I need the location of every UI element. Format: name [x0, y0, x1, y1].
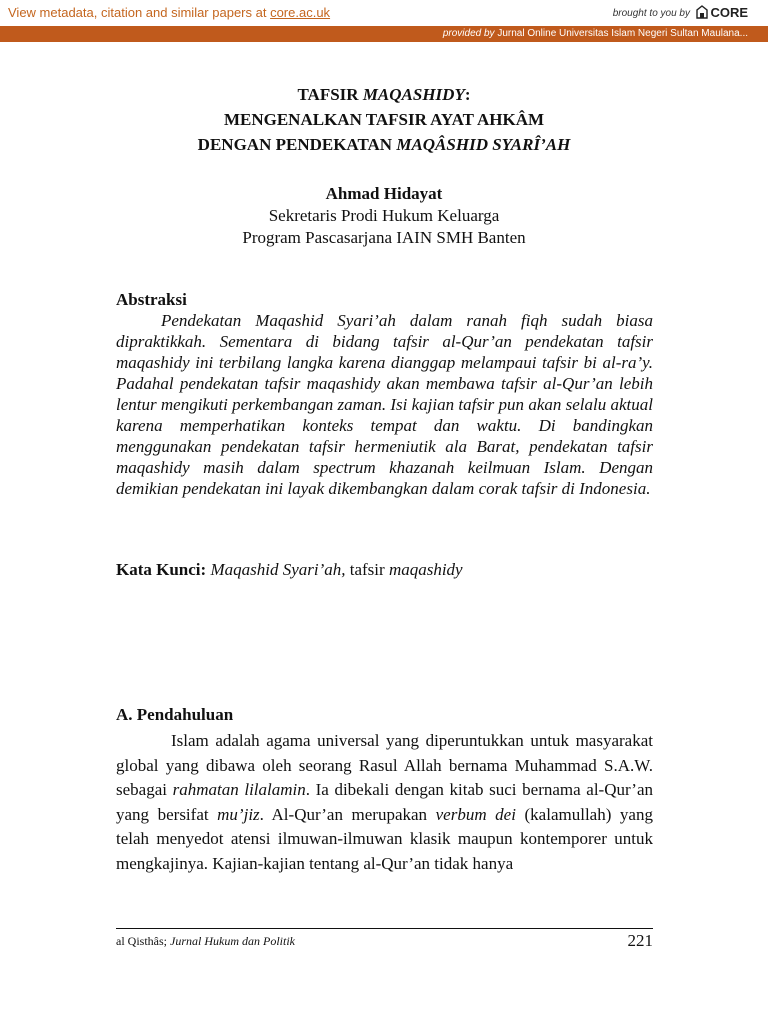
title-line-2: MENGENALKAN TAFSIR AYAT AHKÂM: [223, 110, 545, 129]
title-italic: MAQÂSHID SYARÎ’AH: [396, 135, 571, 154]
journal-name: al Qisthâs;: [116, 934, 170, 948]
title-text: DENGAN PENDEKATAN: [197, 135, 397, 154]
intro-text-4: (kalamullah) yang telah menyedot atensi ilmuwan-ilmuwan klasik maupun kontemporer untuk mengkajinya. Kajian-kajian tentang al-Qur’an tidak hanya: [116, 804, 653, 873]
keywords-label: Kata Kunci:: [116, 560, 207, 579]
intro-italic-1: rahmatan lilalamin: [172, 780, 306, 799]
footer-divider: [116, 928, 653, 929]
core-header: [0, 0, 768, 27]
author-affiliation-1: Sekretaris Prodi Hukum Keluarga: [268, 206, 500, 225]
core-logo-icon: [696, 5, 708, 19]
footer-journal: [116, 934, 295, 949]
title-line-3: [0, 135, 768, 155]
keyword-2: maqashidy: [388, 560, 463, 579]
abstract-heading: Abstraksi: [116, 290, 187, 309]
metadata-text: View metadata, citation and similar papers at: [8, 5, 271, 20]
keywords: [116, 560, 463, 580]
title-text: TAFSIR: [297, 85, 363, 104]
core-logo-text: CORE: [710, 5, 748, 20]
keyword-2-prefix: tafsir: [349, 560, 389, 579]
provided-by-label: provided by: [442, 28, 495, 39]
journal-subtitle: Jurnal Hukum dan Politik: [170, 934, 295, 948]
provider-text: [443, 28, 748, 39]
metadata-notice: [8, 5, 330, 20]
title-line-1: [0, 85, 768, 105]
page-number: 221: [627, 931, 653, 950]
core-logo[interactable]: [710, 5, 748, 20]
introduction-paragraph: [116, 729, 653, 876]
author-affiliation-2: Program Pascasarjana IAIN SMH Banten: [242, 228, 526, 247]
abstract-body: Pendekatan Maqashid Syari’ah dalam ranah fiqh sudah biasa dipraktikkah. Sementara di bidang tafsir al-Qur’an pendekatan tafsir maqashidy ini terbilang langka karena dianggap melampaui tafsir bi al-ra’y. Padahal pendekatan tafsir maqashidy akan membawa tafsir al-Qur’an lebih lentur mengikuti perkembangan zaman. Isi kajian tafsir pun akan selalu aktual karena memperhatikan konteks tempat dan waktu. Di bandingkan menggunakan pendekatan tafsir hermeniutik ala Barat, pendekatan tafsir maqashidy masih dalam spectrum khazanah keilmuan Islam. Dengan demikian pendekatan ini layak dikembangkan dalam corak tafsir di Indonesia.: [116, 311, 653, 498]
intro-text-1: Islam adalah agama universal yang diperuntukkan untuk masyarakat global yang dibawa oleh seorang Rasul Allah bernama Muhammad S.A.W. sebagai: [116, 731, 653, 799]
provider-link[interactable]: Jurnal Online Universitas Islam Negeri Sultan Maulana...: [497, 28, 748, 39]
section-heading: A. Pendahuluan: [116, 705, 234, 724]
intro-italic-2: mu’jiz: [217, 804, 260, 824]
author-name: Ahmad Hidayat: [325, 184, 443, 203]
core-link[interactable]: core.ac.uk: [270, 5, 331, 20]
title-italic: MAQASHIDY: [362, 85, 465, 104]
keyword-1: Maqashid Syari’ah,: [210, 560, 346, 579]
provider-bar: [0, 26, 768, 42]
brought-by-text: brought to you by: [612, 8, 690, 19]
title-colon: :: [464, 85, 471, 104]
intro-italic-3: verbum dei: [435, 804, 516, 824]
intro-text-2: . Ia dibekali dengan kitab suci bernama al-Qur’an yang bersifat: [116, 780, 653, 824]
intro-text-3: . Al-Qur’an merupakan: [259, 804, 436, 824]
